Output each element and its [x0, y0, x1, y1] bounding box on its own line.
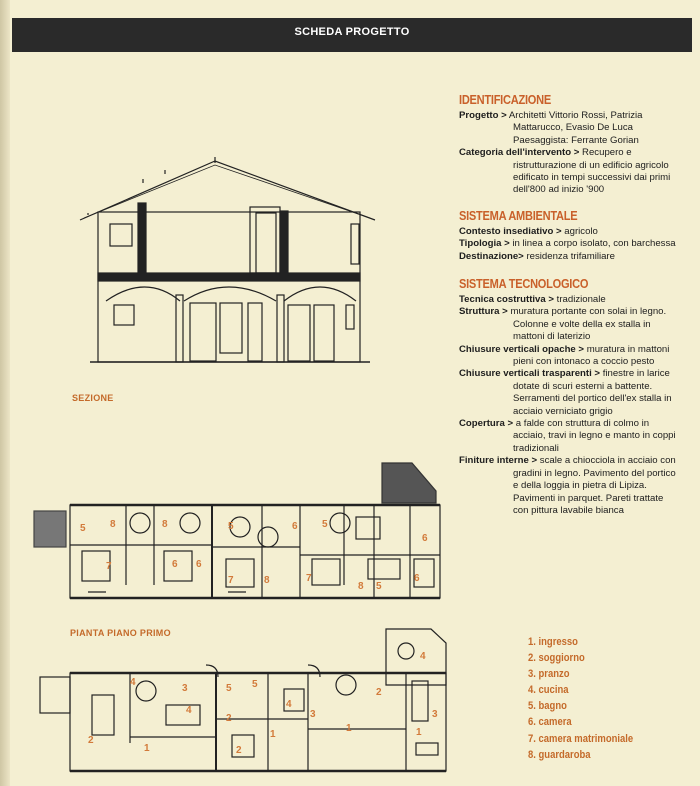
ambientale-title: SISTEMA AMBIENTALE — [459, 208, 578, 223]
room-number: 7 — [306, 573, 312, 584]
page-spine-shadow — [0, 0, 10, 786]
tecnologico-title: SISTEMA TECNOLOGICO — [459, 276, 589, 291]
room-number: 2 — [88, 735, 94, 746]
finiture-value-4: Pavimenti in parquet. Pareti trattate — [513, 492, 664, 504]
contesto-label: Contesto insediativo > — [459, 226, 562, 237]
legend-item: 3. pranzo — [528, 668, 570, 681]
room-number: 7 — [228, 575, 234, 586]
struttura-value-3: mattoni di laterizio — [513, 331, 591, 343]
room-number: 5 — [376, 581, 382, 592]
copertura-label: Copertura > — [459, 418, 514, 430]
room-number: 8 — [110, 519, 116, 530]
categoria-value: Recupero e — [582, 147, 632, 159]
room-number: 6 — [292, 521, 298, 532]
categoria-label: Categoria dell'intervento > — [459, 147, 580, 159]
copertura-value-2: acciaio, travi in legno e manto in coppi — [513, 430, 676, 442]
contesto-value: agricolo — [564, 226, 598, 237]
room-number: 5 — [226, 683, 232, 694]
legend-item: 2. soggiorno — [528, 652, 585, 665]
trasparenti-value-4: acciaio verniciato grigio — [513, 405, 613, 417]
page-title: SCHEDA PROGETTO — [294, 26, 410, 38]
room-number: 8 — [264, 575, 270, 586]
ambientale-block — [459, 226, 691, 263]
struttura-value: muratura portante con solai in legno. — [510, 306, 667, 318]
finiture-label: Finiture interne > — [459, 455, 538, 467]
tipologia-value: in linea a corpo isolato, con barchessa — [512, 238, 676, 250]
section-drawing — [70, 155, 390, 380]
trasparenti-value: finestre in larice — [602, 368, 670, 380]
room-number: 1 — [416, 727, 422, 738]
tecnica-value: tradizionale — [556, 294, 606, 305]
first-floor-caption: PIANTA PIANO PRIMO — [70, 628, 171, 638]
room-number: 5 — [322, 519, 328, 530]
tecnologico-block — [459, 294, 691, 517]
opache-value-2: pieni con intonaco a coccio pesto — [513, 356, 655, 368]
room-number: 4 — [186, 705, 192, 716]
identificazione-title: IDENTIFICAZIONE — [459, 92, 551, 107]
trasparenti-value-2: dotate di scuri esterni a battente. — [513, 380, 653, 392]
room-number: 1 — [346, 723, 352, 734]
room-number: 7 — [106, 561, 112, 572]
destinazione-value: residenza trifamiliare — [526, 250, 615, 262]
finiture-value: scale a chiocciola in acciaio con — [539, 455, 676, 467]
finiture-value-5: con pittura lavabile bianca — [513, 504, 624, 516]
tecnica-label: Tecnica costruttiva > — [459, 294, 554, 305]
legend-item: 8. guardaroba — [528, 748, 591, 761]
first-floor-plan — [32, 455, 444, 605]
room-number: 4 — [286, 699, 292, 710]
legend-item: 5. bagno — [528, 700, 567, 713]
identificazione-block — [459, 110, 691, 197]
room-number: 6 — [196, 559, 202, 570]
legend-item: 4. cucina — [528, 684, 569, 697]
room-number: 5 — [252, 679, 258, 690]
trasparenti-value-3: Serramenti del portico dell'ex stalla in — [513, 393, 672, 405]
copertura-value-3: tradizionali — [513, 442, 559, 454]
progetto-value: Architetti Vittorio Rossi, Patrizia — [508, 110, 643, 121]
room-number: 8 — [162, 519, 168, 530]
progetto-value-2: Mattarucco, Evasio De Luca — [513, 122, 633, 134]
section-caption: SEZIONE — [72, 393, 114, 403]
room-number: 5 — [80, 523, 86, 534]
room-number: 4 — [130, 677, 136, 688]
progetto-label: Progetto > — [459, 110, 507, 121]
room-number: 3 — [310, 709, 316, 720]
tipologia-label: Tipologia > — [459, 238, 510, 250]
room-number: 1 — [270, 729, 276, 740]
copertura-value: a falde con struttura di colmo in — [515, 418, 650, 430]
room-number: 2 — [226, 713, 232, 724]
legend-item: 1. ingresso — [528, 636, 578, 648]
trasparenti-label: Chiusure verticali trasparenti > — [459, 368, 601, 380]
categoria-value-3: edificato in tempi successivi dai primi — [513, 172, 671, 184]
ground-floor-plan — [36, 625, 456, 780]
destinazione-label: Destinazione> — [459, 250, 524, 262]
finiture-value-2: gradini in legno. Pavimento del portico — [513, 467, 676, 479]
room-number: 6 — [172, 559, 178, 570]
header-bar — [12, 18, 692, 52]
categoria-value-2: ristrutturazione di un edificio agricolo — [513, 159, 669, 171]
room-number: 6 — [414, 573, 420, 584]
legend-item: 7. camera matrimoniale — [528, 732, 634, 745]
opache-value: muratura in mattoni — [586, 343, 670, 355]
room-number: 2 — [376, 687, 382, 698]
room-number: 8 — [358, 581, 364, 592]
struttura-value-2: Colonne e volte della ex stalla in — [513, 318, 651, 330]
room-number: 4 — [420, 651, 426, 662]
room-number: 3 — [432, 709, 438, 720]
room-number: 5 — [228, 521, 234, 532]
room-legend — [528, 634, 633, 763]
progetto-value-3: Paesaggista: Ferrante Gorian — [513, 134, 639, 146]
opache-label: Chiusure verticali opache > — [459, 343, 585, 355]
room-number: 2 — [236, 745, 242, 756]
struttura-label: Struttura > — [459, 306, 508, 318]
legend-item: 6. camera — [528, 716, 572, 729]
finiture-value-3: e della loggia in pietra di Lipiza. — [513, 480, 647, 492]
room-number: 6 — [422, 533, 428, 544]
room-number: 3 — [182, 683, 188, 694]
room-number: 1 — [144, 743, 150, 754]
categoria-value-4: dell'800 ad inizio '900 — [513, 184, 605, 196]
